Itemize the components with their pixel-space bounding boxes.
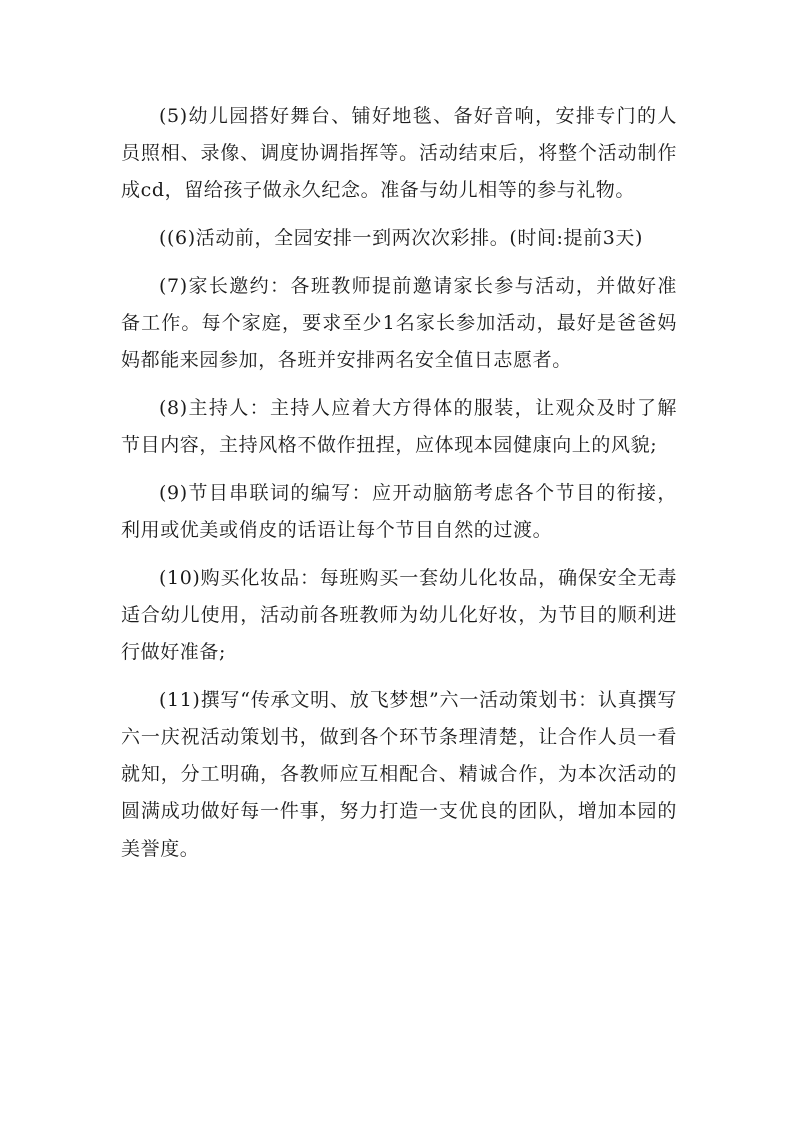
paragraph-item-9: (9)节目串联词的编写：应开动脑筋考虑各个节目的衔接，利用或优美或俏皮的话语让每个节目自然的过渡。 — [121, 481, 677, 542]
paragraph-item-7: (7)家长邀约：各班教师提前邀请家长参与活动，并做好准备工作。每个家庭，要求至少1名家长参加活动，最好是爸爸妈妈都能来园参加，各班并安排两名安全值日志愿者。 — [121, 274, 677, 372]
paragraph-item-8: (8)主持人：主持人应着大方得体的服装，让观众及时了解节目内容，主持风格不做作扭捏，应体现本园健康向上的风貌; — [121, 396, 677, 457]
paragraph-item-5: (5)幼儿园搭好舞台、铺好地毯、备好音响，安排专门的人员照相、录像、调度协调指挥等。活动结束后，将整个活动制作成cd，留给孩子做永久纪念。准备与幼儿相等的参与礼物。 — [121, 105, 677, 202]
document-body — [121, 98, 677, 878]
paragraph-item-11: (11)撰写“传承文明、放飞梦想”六一活动策划书：认真撰写六一庆祝活动策划书，做到各个环节条理清楚，让合作人员一看就知，分工明确，各教师应互相配合、精诚合作，为本次活动的圆满成功做好每一件事，努力打造一支优良的团队，增加本园的美誉度。 — [121, 688, 677, 860]
paragraph-item-6: ((6)活动前，全园安排一到两次次彩排。(时间:提前3天) — [159, 227, 644, 250]
paragraph-item-10: (10)购买化妆品：每班购买一套幼儿化妆品，确保安全无毒适合幼儿使用，活动前各班教师为幼儿化好妆，为节目的顺利进行做好准备; — [121, 566, 677, 664]
